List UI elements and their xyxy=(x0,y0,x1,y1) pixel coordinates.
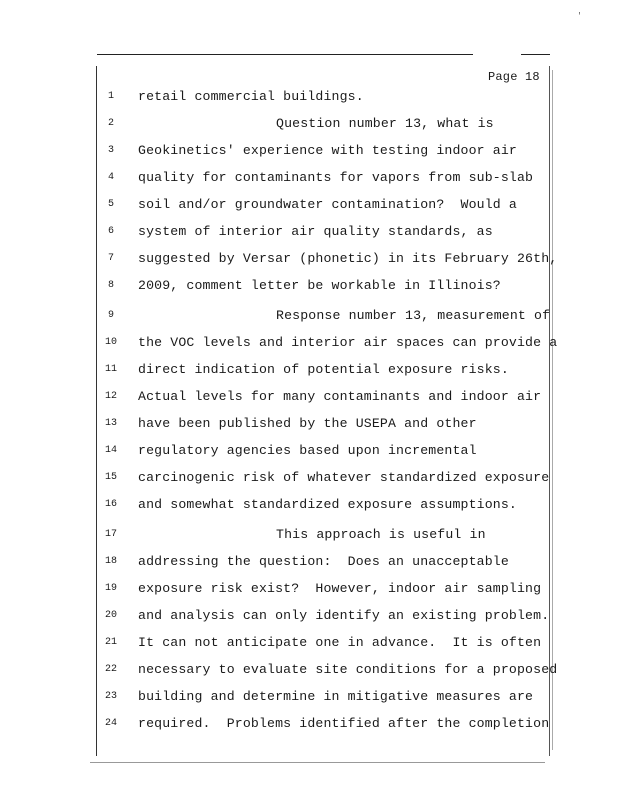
line-text: soil and/or groundwater contamination? Would a xyxy=(138,197,517,212)
line-text: the VOC levels and interior air spaces can provide a xyxy=(138,335,558,350)
line-number: 17 xyxy=(104,529,117,540)
line-text: necessary to evaluate site conditions for a proposed xyxy=(138,662,558,677)
line-number: 11 xyxy=(104,364,117,375)
line-number: 12 xyxy=(104,391,117,402)
line-number: 21 xyxy=(104,637,117,648)
line-text: Geokinetics' experience with testing indoor air xyxy=(138,143,517,158)
corner-mark: ' xyxy=(577,12,582,21)
line-text: direct indication of potential exposure risks. xyxy=(138,362,509,377)
left-margin-border xyxy=(96,66,97,756)
line-number: 4 xyxy=(107,172,114,183)
line-text: and analysis can only identify an existing problem. xyxy=(138,608,550,623)
page-number: Page 18 xyxy=(488,70,540,84)
line-text: building and determine in mitigative measures are xyxy=(138,689,534,704)
line-text: This approach is useful in xyxy=(276,527,486,542)
line-number: 6 xyxy=(107,226,114,237)
line-text: quality for contaminants for vapors from sub-slab xyxy=(138,170,534,185)
line-text: It can not anticipate one in advance. It is often xyxy=(138,635,542,650)
line-text: exposure risk exist? However, indoor air sampling xyxy=(138,581,542,596)
line-number: 22 xyxy=(104,664,117,675)
line-number: 5 xyxy=(107,199,114,210)
line-number: 19 xyxy=(104,583,117,594)
line-text: regulatory agencies based upon incremental xyxy=(138,443,477,458)
line-text: suggested by Versar (phonetic) in its February 26th, xyxy=(138,251,558,266)
line-text: 2009, comment letter be workable in Illinois? xyxy=(138,278,501,293)
line-text: Response number 13, measurement of xyxy=(276,308,551,323)
line-number: 24 xyxy=(104,718,117,729)
line-text: have been published by the USEPA and other xyxy=(138,416,477,431)
line-number: 1 xyxy=(107,91,114,102)
line-number: 13 xyxy=(104,418,117,429)
line-number: 3 xyxy=(107,145,114,156)
line-number: 15 xyxy=(104,472,117,483)
top-rule xyxy=(97,54,473,55)
line-text: Actual levels for many contaminants and indoor air xyxy=(138,389,542,404)
line-number: 14 xyxy=(104,445,117,456)
right-margin-border-faint xyxy=(552,70,553,750)
line-number: 2 xyxy=(107,118,114,129)
line-number: 20 xyxy=(104,610,117,621)
line-number: 23 xyxy=(104,691,117,702)
line-number: 16 xyxy=(104,499,117,510)
top-rule-right xyxy=(521,54,550,55)
line-number: 8 xyxy=(107,280,114,291)
bottom-rule xyxy=(90,762,545,763)
line-text: required. Problems identified after the completion xyxy=(138,716,550,731)
line-number: 18 xyxy=(104,556,117,567)
line-text: Question number 13, what is xyxy=(276,116,494,131)
line-number: 9 xyxy=(107,310,114,321)
right-margin-border xyxy=(549,66,550,756)
line-number: 7 xyxy=(107,253,114,264)
line-text: system of interior air quality standards, as xyxy=(138,224,493,239)
line-text: and somewhat standardized exposure assumptions. xyxy=(138,497,517,512)
line-text: addressing the question: Does an unacceptable xyxy=(138,554,509,569)
line-number: 10 xyxy=(104,337,117,348)
line-text: carcinogenic risk of whatever standardized exposure xyxy=(138,470,550,485)
line-text: retail commercial buildings. xyxy=(138,89,364,104)
